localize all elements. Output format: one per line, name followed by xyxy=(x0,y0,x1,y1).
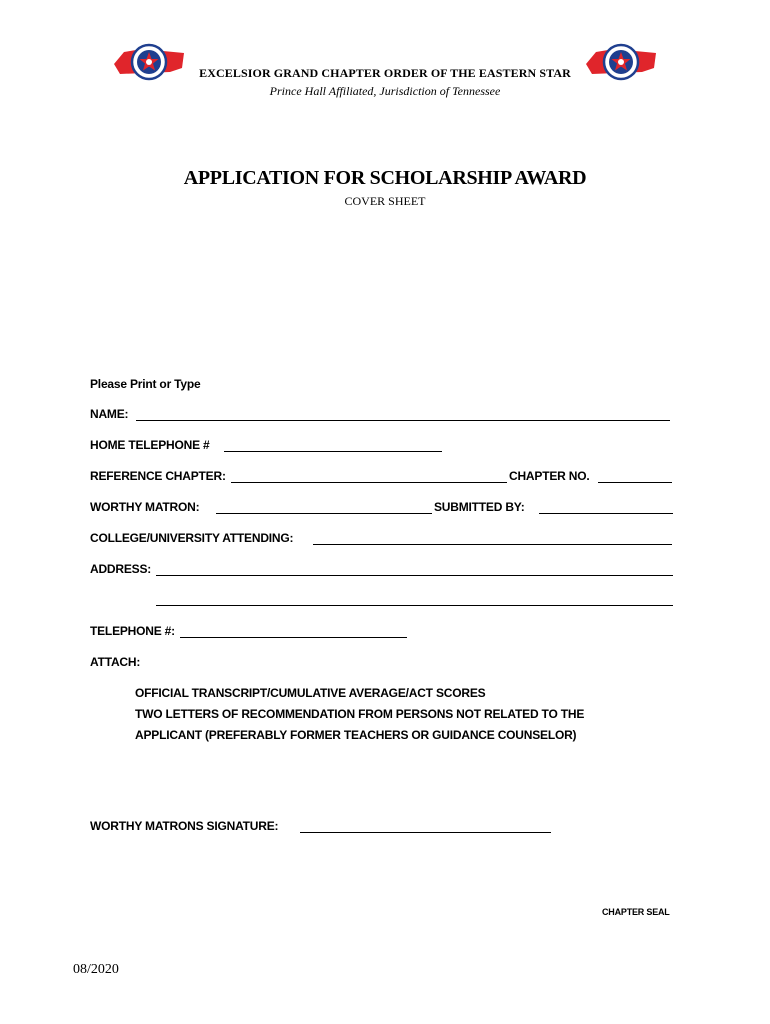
attach-item-recommendation-line-2: APPLICANT (PREFERABLY FORMER TEACHERS OR GUIDANCE COUNSELOR) xyxy=(135,728,577,742)
signature-label: WORTHY MATRONS SIGNATURE: xyxy=(90,819,279,833)
college-university-field[interactable] xyxy=(313,544,672,545)
attach-label: ATTACH: xyxy=(90,655,141,669)
college-university-label: COLLEGE/UNIVERSITY ATTENDING: xyxy=(90,531,294,545)
chapter-no-label: CHAPTER NO. xyxy=(509,469,590,483)
telephone-label: TELEPHONE #: xyxy=(90,624,175,638)
form-revision-date: 08/2020 xyxy=(73,962,119,977)
telephone-field[interactable] xyxy=(180,637,407,638)
address-line-1-field[interactable] xyxy=(156,575,673,576)
attach-item-transcript: OFFICIAL TRANSCRIPT/CUMULATIVE AVERAGE/ACT SCORES xyxy=(135,686,486,700)
worthy-matron-field[interactable] xyxy=(216,513,432,514)
submitted-by-label: SUBMITTED BY: xyxy=(434,500,525,514)
reference-chapter-field[interactable] xyxy=(231,482,507,483)
name-label: NAME: xyxy=(90,407,129,421)
print-instruction: Please Print or Type xyxy=(90,377,201,391)
submitted-by-field[interactable] xyxy=(539,513,673,514)
jurisdiction-subtitle: Prince Hall Affiliated, Jurisdiction of Tennessee xyxy=(269,84,501,98)
name-field[interactable] xyxy=(136,420,670,421)
chapter-no-field[interactable] xyxy=(598,482,672,483)
worthy-matron-label: WORTHY MATRON: xyxy=(90,500,200,514)
reference-chapter-label: REFERENCE CHAPTER: xyxy=(90,469,226,483)
attach-item-recommendation-line-1: TWO LETTERS OF RECOMMENDATION FROM PERSONS NOT RELATED TO THE xyxy=(135,707,585,721)
signature-field[interactable] xyxy=(300,832,551,833)
address-label: ADDRESS: xyxy=(90,562,152,576)
organization-name: EXCELSIOR GRAND CHAPTER ORDER OF THE EASTERN STAR xyxy=(199,66,571,80)
chapter-seal-label: CHAPTER SEAL xyxy=(602,907,670,917)
page-title: APPLICATION FOR SCHOLARSHIP AWARD xyxy=(183,167,587,189)
home-telephone-field[interactable] xyxy=(224,451,442,452)
cover-sheet-subtitle: COVER SHEET xyxy=(344,194,426,208)
home-telephone-label: HOME TELEPHONE # xyxy=(90,438,210,452)
address-line-2-field[interactable] xyxy=(156,605,673,606)
